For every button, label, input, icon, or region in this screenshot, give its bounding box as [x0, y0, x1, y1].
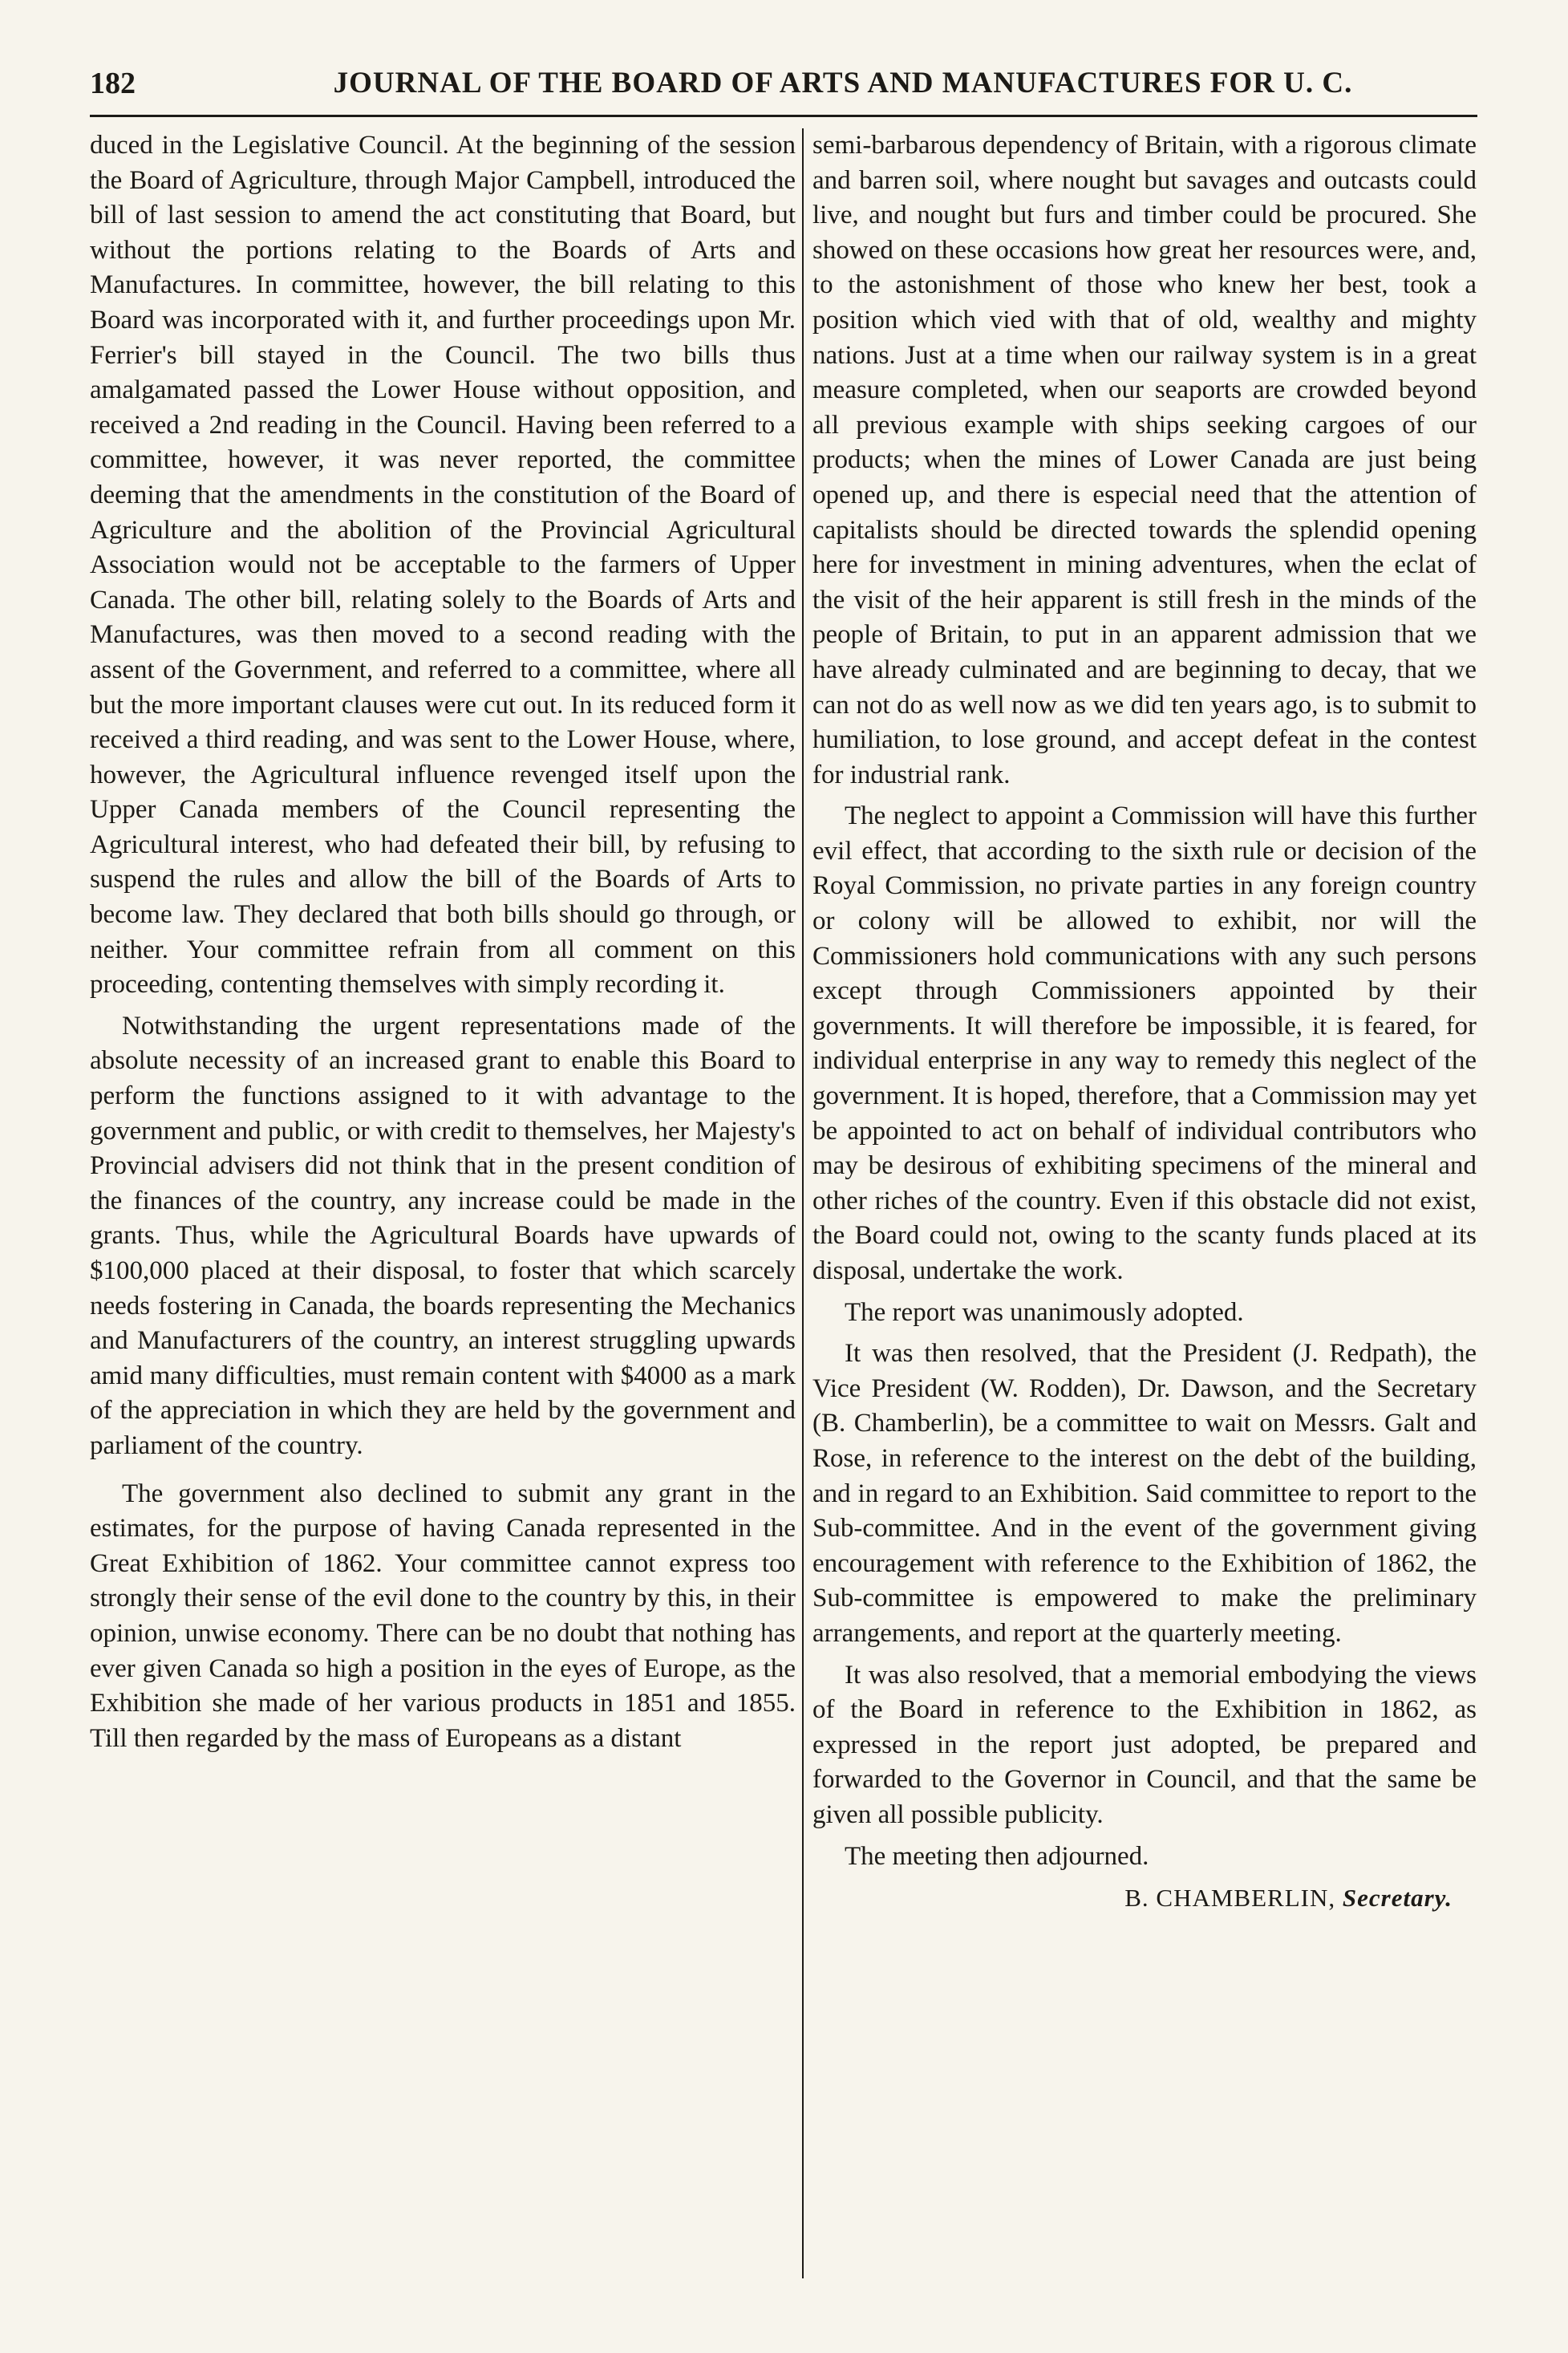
running-title: JOURNAL OF THE BOARD OF ARTS AND MANUFACTURES FOR U. C.	[333, 67, 1353, 99]
page-header	[90, 63, 1477, 111]
column-divider	[802, 128, 804, 2278]
paragraph: The meeting then adjourned.	[845, 1841, 1149, 1871]
paragraph: semi-barbarous dependency of Britain, with a rigorous climate and barren soil, where nought but savages and outcasts could live, and nought but furs and timber could be procured. She showed on these occasions how great her resources were, and, to the astonishment of those who knew her best, took a position which vied with that of old, wealthy and mighty nations. Just at a time when our railway system is in a great measure completed, when our seaports are crowded beyond all previous example with ships seeking cargoes of our products; when the mines of Lower Canada are just being opened up, and there is especial need that the attention of capitalists should be directed towards the splendid opening here for investment in mining adventures, when the eclat of the visit of the heir apparent is still fresh in the minds of the people of Britain, to put in an apparent admission that we have already culminated and are beginning to decay, that we can not do as well now as we did ten years ago, is to submit to humiliation, to lose ground, and accept defeat in the contest for industrial rank.	[812, 131, 1477, 789]
paragraph: duced in the Legislative Council. At the beginning of the session the Board of Agriculture, through Major Campbell, introduced the bill of last session to amend the act constituting that Board, but without the portions relating to the Boards of Arts and Manufactures. In committee, however, the bill relating to this Board was incorporated with it, and further proceedings upon Mr. Ferrier's bill stayed in the Council. The two bills thus amalgamated passed the Lower House without opposition, and received a 2nd reading in the Council. Having been referred to a committee, however, it was never reported, the committee deeming that the amendments in the constitution of the Board of Agriculture and the abolition of the Provincial Agricultural Association would not be acceptable to the farmers of Upper Canada. The other bill, relating solely to the Boards of Arts and Manufactures, was then moved to a second reading with the assent of the Government, and referred to a committee, where all but the more important clauses were cut out. In its reduced form it received a third reading, and was sent to the Lower House, where, however, the Agricultural influence revenged itself upon the Upper Canada members of the Council representing the Agricultural interest, who had defeated their bill, by refusing to suspend the rules and allow the bill of the Boards of Arts to become law. They declared that both bills should go through, or neither. Your committee refrain from all comment on this proceeding, contenting themselves with simply recording it.	[90, 131, 796, 1000]
signature	[812, 1880, 1453, 1916]
paragraph: The government also declined to submit any grant in the estimates, for the purpose of having Canada represented in the Great Exhibition of 1862. Your committee cannot express too strongly their sense of the evil done to the country by this, in their opinion, unwise economy. There can be no doubt that nothing has ever given Canada so high a position in the eyes of Europe, as the Exhibition she made of her various products in 1851 and 1855. Till then regarded by the mass of Europeans as a distant	[90, 1479, 796, 1753]
paragraph: Notwithstanding the urgent representations made of the absolute necessity of an increased grant to enable this Board to perform the functions assigned to it with advantage to the government and public, or with credit to themselves, her Majesty's Provincial advisers did not think that in the present condition of the finances of the country, any increase could be made in the grants. Thus, while the Agricultural Boards have upwards of $100,000 placed at their disposal, to foster that which scarcely needs fostering in Canada, the boards representing the Mechanics and Manufacturers of the country, an interest struggling upwards amid many difficulties, must remain content with $4000 as a mark of the appreciation in which they are held by the government and parliament of the country.	[90, 1011, 796, 1460]
right-column	[812, 128, 1477, 2294]
paragraph: The report was unanimously adopted.	[845, 1297, 1244, 1327]
signature-name: B. CHAMBERLIN,	[1124, 1884, 1336, 1913]
left-column	[90, 128, 796, 2294]
signature-title: Secretary.	[1342, 1884, 1453, 1913]
paragraph: The neglect to appoint a Commission will have this further evil effect, that according to the sixth rule or decision of the Royal Commission, no private parties in any foreign country or colony will be allowed to exhibit, nor will the Commissioners hold communications with any such persons except through Commissioners appointed by their governments. It will therefore be impossible, it is feared, for individual enterprise in any way to remedy this neglect of the government. It is hoped, therefore, that a Commission may yet be appointed to act on behalf of individual contributors who may be desirous of exhibiting specimens of the mineral and other riches of the country. Even if this obstacle did not exist, the Board could not, owing to the scanty funds placed at its disposal, undertake the work.	[812, 801, 1477, 1285]
paragraph: It was then resolved, that the President (J. Redpath), the Vice President (W. Rodden), Dr. Dawson, and the Secretary (B. Chamberlin), be a committee to wait on Messrs. Galt and Rose, in reference to the interest on the debt of the building, and in regard to an Exhibition. Said committee to report to the Sub-committee. And in the event of the government giving encouragement with reference to the Exhibition of 1862, the Sub-committee is empowered to make the preliminary arrangements, and report at the quarterly meeting.	[812, 1339, 1477, 1648]
page-number: 182	[90, 67, 136, 100]
header-rule	[90, 115, 1477, 117]
paragraph: It was also resolved, that a memorial embodying the views of the Board in reference to the Exhibition in 1862, as expressed in the report just adopted, be prepared and forwarded to the Governor in Council, and that the same be given all possible publicity.	[812, 1660, 1477, 1829]
